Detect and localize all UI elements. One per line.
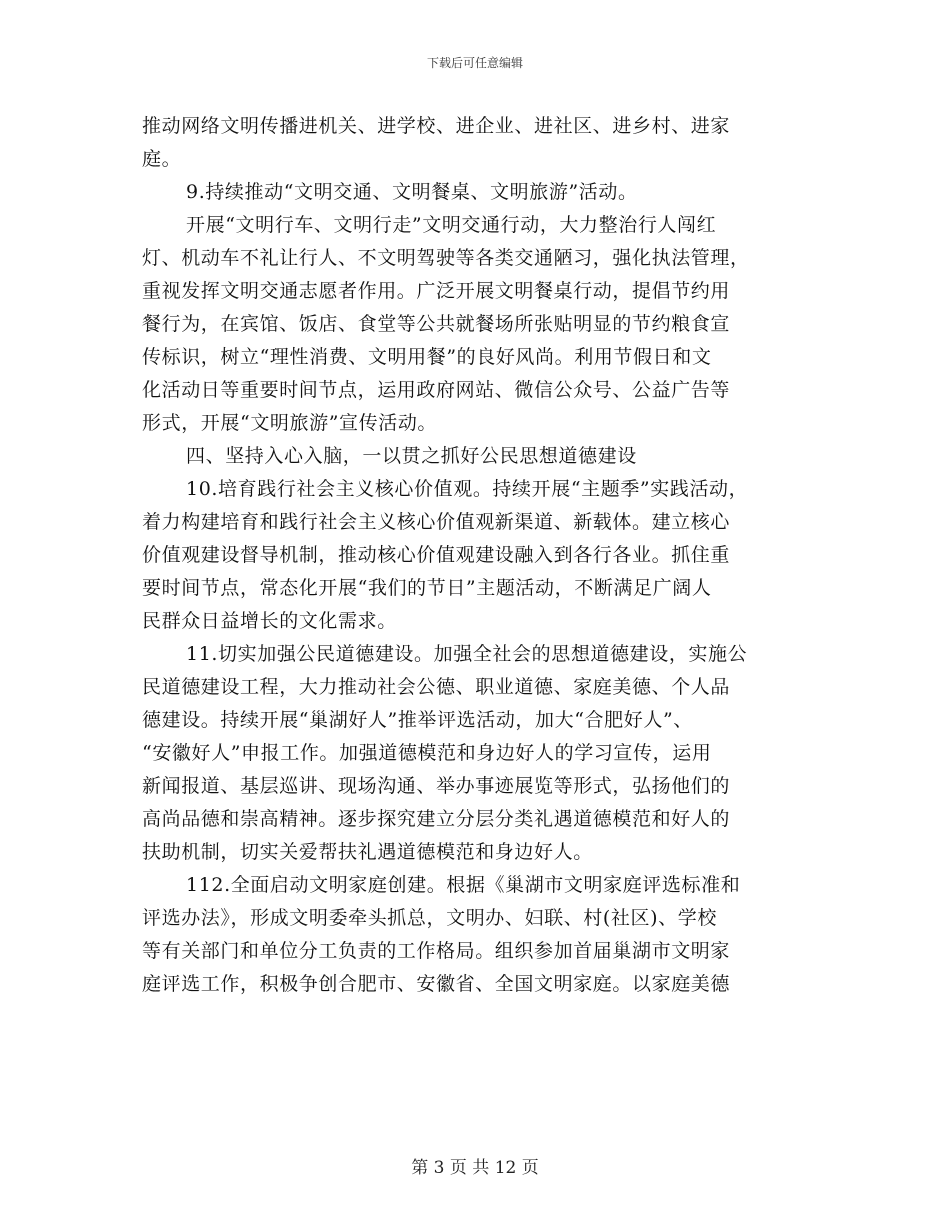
- text-line: 传标识，树立“理性消费、文明用餐”的良好风尚。利用节假日和文: [142, 346, 712, 368]
- text-line: 四、坚持入心入脑，一以贯之抓好公民思想道德建设: [186, 445, 637, 467]
- text-line: 餐行为，在宾馆、饭店、食堂等公共就餐场所张贴明显的节约粮食宣: [142, 313, 731, 335]
- text-line: 形式，开展“文明旅游”宣传活动。: [142, 412, 438, 434]
- text-line: 民群众日益增长的文化需求。: [142, 610, 397, 632]
- document-body: [142, 110, 822, 1001]
- text-line: 开展“文明行车、文明行走”文明交通行动，大力整治行人闯红: [186, 214, 717, 236]
- text-line: 德建设。持续开展“巢湖好人”推举评选活动，加大“合肥好人”、: [142, 709, 693, 731]
- text-line: 扶助机制，切实关爱帮扶礼遇道德模范和身边好人。: [142, 841, 593, 863]
- text-line: 要时间节点，常态化开展“我们的节日”主题活动，不断满足广阔人: [142, 577, 712, 599]
- text-line: 112.全面启动文明家庭创建。根据《巢湖市文明家庭评选标准和: [186, 874, 741, 896]
- text-line: 灯、机动车不礼让行人、不文明驾驶等各类交通陋习，强化执法管理，: [142, 247, 750, 269]
- text-line: 着力构建培育和践行社会主义核心价值观新渠道、新载体。建立核心: [142, 511, 731, 533]
- page-footer: 第 3 页 共 12 页: [411, 1158, 539, 1178]
- text-line: 庭评选工作，积极争创合肥市、安徽省、全国文明家庭。以家庭美德: [142, 973, 731, 995]
- text-line: 评选办法》，形成文明委牵头抓总，文明办、妇联、村(社区)、学校: [142, 907, 717, 929]
- text-line: 9.持续推动“文明交通、文明餐桌、文明旅游”活动。: [186, 181, 638, 203]
- text-line: 高尚品德和崇高精神。逐步探究建立分层分类礼遇道德模范和好人的: [142, 808, 731, 830]
- text-line: 民道德建设工程，大力推动社会公德、职业道德、家庭美德、个人品: [142, 676, 731, 698]
- page-header: 下载后可任意编辑: [426, 56, 523, 70]
- text-line: 庭。: [142, 148, 182, 170]
- text-line: 等有关部门和单位分工负责的工作格局。组织参加首届巢湖市文明家: [142, 940, 731, 962]
- text-line: “安徽好人”申报工作。加强道德模范和身边好人的学习宣传，运用: [142, 742, 712, 764]
- text-line: 10.培育践行社会主义核心价值观。持续开展“主题季”实践活动，: [186, 478, 749, 500]
- text-line: 11.切实加强公民道德建设。加强全社会的思想道德建设，实施公: [186, 643, 748, 665]
- text-line: 新闻报道、基层巡讲、现场沟通、举办事迹展览等形式，弘扬他们的: [142, 775, 731, 797]
- text-line: 推动网络文明传播进机关、进学校、进企业、进社区、进乡村、进家: [142, 115, 731, 137]
- text-line: 重视发挥文明交通志愿者作用。广泛开展文明餐桌行动，提倡节约用: [142, 280, 731, 302]
- text-line: 价值观建设督导机制，推动核心价值观建设融入到各行各业。抓住重: [142, 544, 731, 566]
- text-line: 化活动日等重要时间节点，运用政府网站、微信公众号、公益广告等: [142, 379, 731, 401]
